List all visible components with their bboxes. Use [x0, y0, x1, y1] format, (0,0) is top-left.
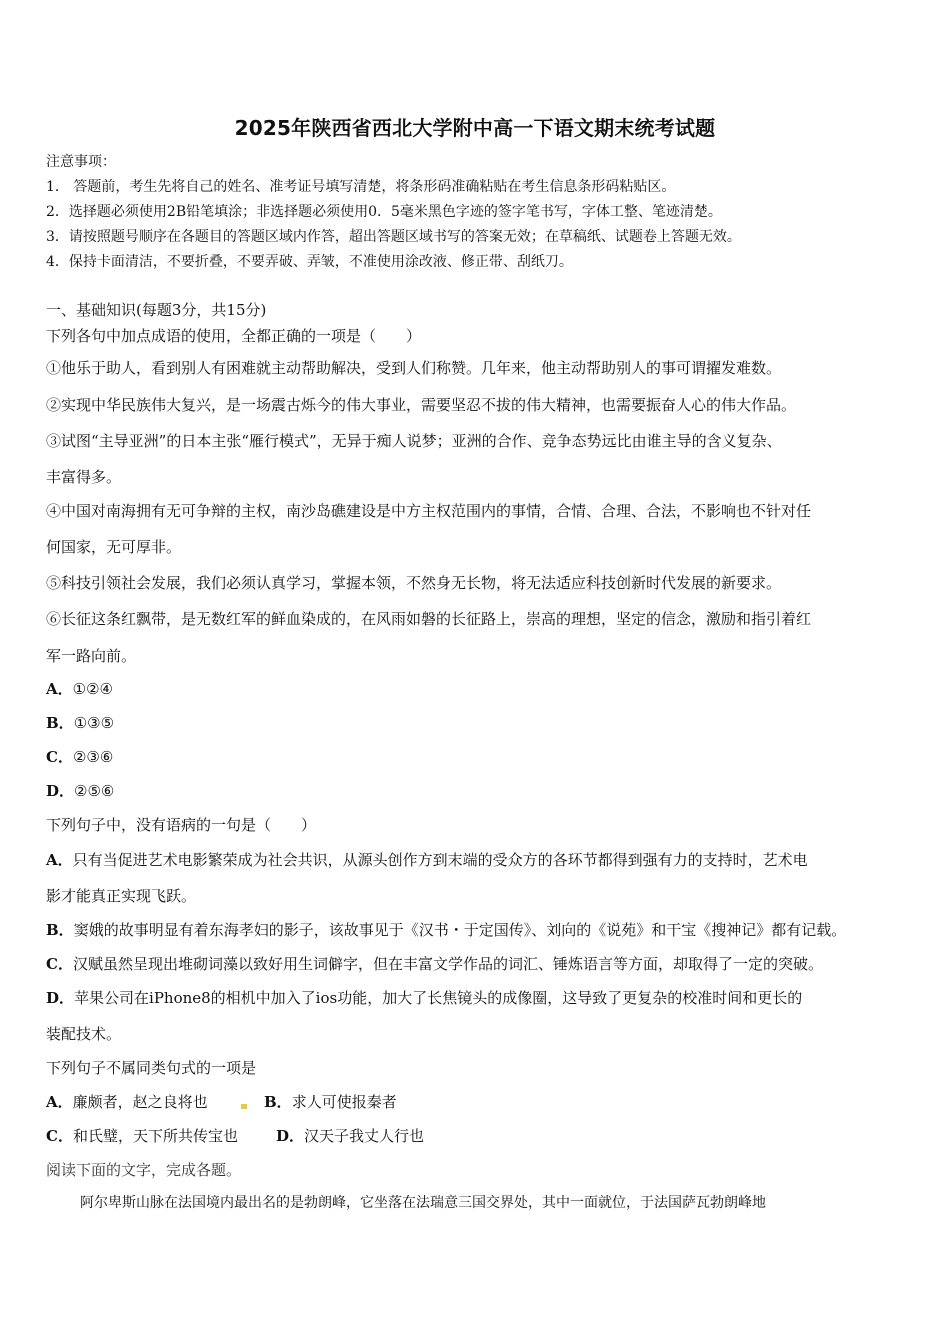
- option-label: A．: [46, 851, 73, 869]
- question-1-sentence: 军一路向前。: [46, 647, 137, 665]
- notice-heading: 注意事项：: [46, 154, 116, 170]
- question-3-option-d[interactable]: [276, 1126, 424, 1146]
- option-label: A．: [46, 1093, 73, 1111]
- question-1-sentence: ②实现中华民族伟大复兴，是一场震古烁今的伟大事业，需要坚忍不拔的伟大精神，也需要振奋人心的伟大作品。: [46, 396, 797, 414]
- option-text: ①③⑤: [73, 714, 115, 732]
- question-1-sentence: 何国家，无可厚非。: [46, 538, 182, 556]
- option-label: C．: [46, 1127, 73, 1145]
- option-label: C．: [46, 955, 73, 973]
- option-text: 只有当促进艺术电影繁荣成为社会共识，从源头创作方到末端的受众方的各环节都得到强有力的支持时，艺术电: [72, 851, 808, 869]
- option-label: D．: [276, 1127, 305, 1145]
- option-text: 汉赋虽然呈现出堆砌词藻以致好用生词僻字，但在丰富文学作品的词汇、锤炼语言等方面，却取得了一定的突破。: [72, 955, 823, 973]
- question-3-option-b[interactable]: [264, 1092, 397, 1112]
- option-text: 苹果公司在iPhone8的相机中加入了ios功能，加大了长焦镜头的成像圈，这导致了更复杂的校准时间和更长的: [74, 989, 803, 1007]
- option-text: 影才能真正实现飞跃。: [46, 887, 197, 905]
- option-label: B．: [264, 1093, 292, 1111]
- page-title: 2025年陕西省西北大学附中高一下语文期末统考试题: [234, 116, 716, 140]
- highlight-mark: [241, 1104, 247, 1109]
- notice-item: 1． 答题前，考生先将自己的姓名、准考证号填写清楚，将条形码准确粘贴在考生信息条形码粘贴区。: [46, 179, 676, 195]
- question-3-option-c[interactable]: [46, 1126, 238, 1146]
- option-text: 和氏璧，天下所共传宝也: [72, 1127, 238, 1145]
- question-1-option-b[interactable]: [46, 713, 114, 733]
- question-1-sentence: 丰富得多。: [46, 468, 122, 486]
- question-1-option-d[interactable]: [46, 781, 114, 801]
- question-2-option-c[interactable]: [46, 954, 823, 974]
- question-1-option-a[interactable]: [46, 679, 113, 699]
- question-1-sentence: ①他乐于助人，看到别人有困难就主动帮助解决，受到人们称赞。几年来，他主动帮助别人的事可谓擢发难数。: [46, 359, 782, 377]
- option-label: A．: [46, 680, 73, 698]
- question-1-sentence: ⑥长征这条红飘带，是无数红军的鲜血染成的，在风雨如磐的长征路上，崇高的理想，坚定的信念，激励和指引着红: [46, 610, 812, 628]
- question-3-option-a[interactable]: [46, 1092, 208, 1112]
- notice-item: 3．请按照题号顺序在各题目的答题区域内作答，超出答题区域书写的答案无效；在草稿纸、试题卷上答题无效。: [46, 229, 741, 245]
- notice-item: 2．选择题必须使用2B铅笔填涂；非选择题必须使用0．5毫米黑色字迹的签字笔书写，字体工整、笔迹清楚。: [46, 204, 722, 220]
- notice-item: 4．保持卡面清洁，不要折叠，不要弄破、弄皱，不准使用涂改液、修正带、刮纸刀。: [46, 254, 573, 270]
- option-text: 窦娥的故事明显有着东海孝妇的影子，该故事见于《汉书・于定国传》、刘向的《说苑》和干宝《搜神记》都有记载。: [73, 921, 847, 939]
- question-2-option-b[interactable]: [46, 920, 846, 940]
- question-2-option-d-continued: [46, 1024, 121, 1044]
- question-2-option-d[interactable]: [46, 988, 802, 1008]
- question-1-sentence: ③试图“主导亚洲”的日本主张“雁行模式”，无异于痴人说梦；亚洲的合作、竞争态势远比由谁主导的含义复杂、: [46, 432, 782, 450]
- option-text: 汉天子我丈人行也: [304, 1127, 425, 1145]
- option-label: D．: [46, 782, 75, 800]
- reading-instruction: 阅读下面的文字，完成各题。: [46, 1161, 242, 1179]
- option-text: 廉颇者，赵之良将也: [72, 1093, 208, 1111]
- option-label: B．: [46, 921, 74, 939]
- question-2-stem: 下列句子中，没有语病的一句是（ ）: [46, 816, 317, 834]
- option-label: D．: [46, 989, 75, 1007]
- question-3-stem: 下列句子不属同类句式的一项是: [46, 1059, 257, 1077]
- question-1-sentence: ④中国对南海拥有无可争辩的主权，南沙岛礁建设是中方主权范围内的事情，合情、合理、合法，不影响也不针对任: [46, 502, 812, 520]
- option-text: ②③⑥: [72, 748, 114, 766]
- option-text: 装配技术。: [46, 1025, 122, 1043]
- question-2-option-a[interactable]: [46, 850, 808, 870]
- question-2-option-a-continued: [46, 886, 196, 906]
- option-text: 求人可使报秦者: [291, 1093, 397, 1111]
- question-1-sentence: ⑤科技引领社会发展，我们必须认真学习，掌握本领，不然身无长物，将无法适应科技创新时代发展的新要求。: [46, 574, 782, 592]
- option-text: ①②④: [72, 680, 113, 698]
- section-heading: 一、基础知识(每题3分，共15分): [46, 301, 267, 319]
- option-text: ②⑤⑥: [74, 782, 115, 800]
- option-label: B．: [46, 714, 74, 732]
- question-1-stem: 下列各句中加点成语的使用，全都正确的一项是（ ）: [46, 327, 422, 345]
- question-1-option-c[interactable]: [46, 747, 113, 767]
- option-label: C．: [46, 748, 73, 766]
- reading-paragraph: 阿尔卑斯山脉在法国境内最出名的是勃朗峰，它坐落在法瑞意三国交界处，其中一面就位，于法国萨瓦勃朗峰地: [80, 1195, 766, 1211]
